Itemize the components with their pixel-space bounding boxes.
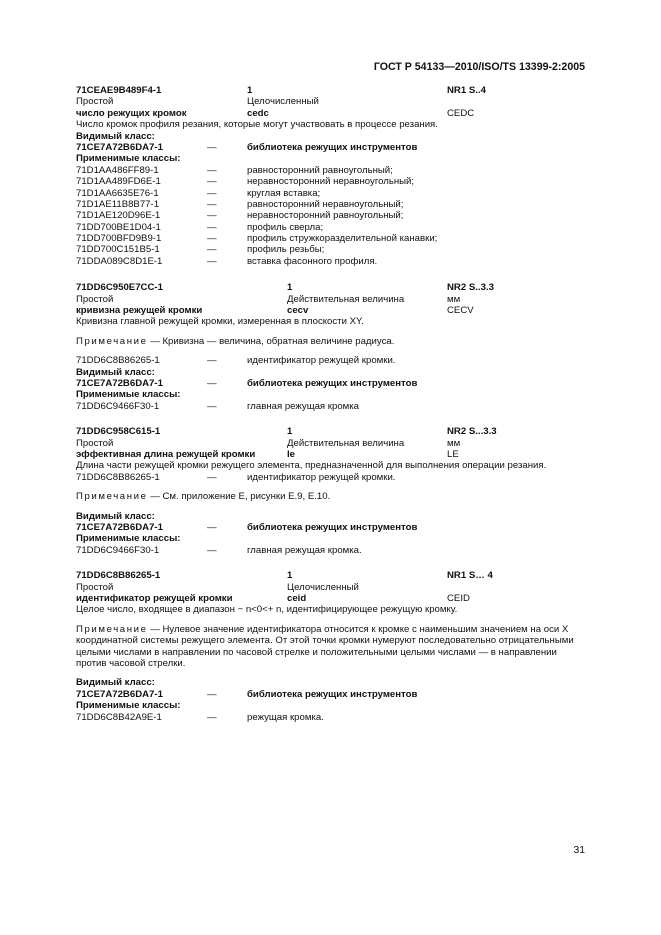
property-id-row — [76, 570, 588, 581]
visible-class-name: библиотека режущих инструментов — [247, 688, 418, 700]
reference-desc: идентификатор режущей кромки. — [247, 355, 396, 367]
dash: — — [207, 355, 217, 367]
cardinality: 1 — [287, 282, 293, 294]
dash: — — [207, 544, 217, 556]
property-name-row — [76, 593, 588, 604]
list-item — [76, 210, 588, 221]
dash: — — [207, 521, 217, 533]
property-id-row — [76, 85, 588, 96]
property-id: 71DD6C958C615-1 — [76, 426, 161, 438]
note-label: Примечание — [76, 491, 148, 503]
reference-id: 71DD6C8B86265-1 — [76, 471, 160, 483]
dash: — — [207, 244, 217, 256]
applicable-id: 71D1AE11B8B77-1 — [76, 198, 160, 210]
property-code: CECV — [447, 305, 474, 317]
property-name: эффективная длина режущей кромки — [76, 448, 256, 460]
dash: — — [207, 141, 217, 153]
visible-class-row — [76, 378, 588, 389]
reference: NR2 S..3.3 — [447, 282, 494, 294]
dash: — — [207, 210, 217, 222]
applicable-id: 71D1AA486FF89-1 — [76, 164, 159, 176]
note-label: Примечание — [76, 623, 148, 635]
list-item — [76, 165, 588, 176]
visible-class-row — [76, 522, 588, 533]
applicable-id: 71DD6C9466F30-1 — [76, 400, 160, 412]
type-left: Простой — [76, 293, 114, 305]
list-item — [76, 188, 588, 199]
list-item — [76, 545, 588, 556]
applicable-desc: равносторонний равноугольный; — [247, 164, 393, 176]
list-item — [76, 233, 588, 244]
dash: — — [207, 221, 217, 233]
cardinality: 1 — [287, 570, 293, 582]
applicable-id: 71DD6C9466F30-1 — [76, 544, 160, 556]
reference: NR1 S..4 — [447, 85, 486, 96]
applicable-desc: профиль стружкоразделительной канавки; — [247, 233, 438, 245]
property-id: 71DD6C950E7CC-1 — [76, 282, 163, 294]
applicable-classes-heading: Применимые классы: — [76, 533, 181, 545]
list-item — [76, 222, 588, 233]
property-definition: Длина части режущей кромки режущего элемента, предназначенной для выполнения операции резания. — [76, 460, 547, 472]
applicable-desc: равносторонний неравноугольный; — [247, 198, 404, 210]
visible-class-id: 71CE7A72B6DA7-1 — [76, 688, 163, 700]
type-right: Целочисленный — [247, 96, 319, 108]
applicable-desc: профиль резьбы; — [247, 244, 325, 256]
property-name: число режущих кромок — [76, 107, 187, 119]
applicable-id: 71DDA089C8D1E-1 — [76, 255, 163, 267]
applicable-id: 71DD700BFD9B9-1 — [76, 233, 162, 245]
visible-class-heading: Видимый класс: — [76, 510, 155, 522]
dash: — — [207, 688, 217, 700]
property-type-row — [76, 96, 588, 107]
dash: — — [207, 400, 217, 412]
property-short-name: cecv — [287, 305, 309, 317]
list-item — [76, 712, 588, 723]
type-left: Простой — [76, 437, 114, 449]
list-item — [76, 199, 588, 210]
applicable-desc: профиль сверла; — [247, 221, 324, 233]
visible-class-heading: Видимый класс: — [76, 130, 155, 142]
property-block-ceid — [76, 570, 588, 723]
type-right: Действительная величина — [287, 293, 405, 305]
reference-desc: идентификатор режущей кромки. — [247, 471, 396, 483]
property-name-row — [76, 305, 588, 316]
reference-id: 71DD6C8B86265-1 — [76, 355, 160, 367]
property-block-cecv — [76, 282, 588, 412]
property-name: кривизна режущей кромки — [76, 305, 203, 317]
dash: — — [207, 164, 217, 176]
unit: мм — [447, 437, 461, 449]
applicable-id: 71D1AA6635E76-1 — [76, 187, 159, 199]
applicable-id: 71DD700BE1D04-1 — [76, 221, 161, 233]
applicable-desc: неравносторонний равноугольный; — [247, 210, 404, 222]
unit: мм — [447, 293, 461, 305]
applicable-classes-heading: Применимые классы: — [76, 700, 181, 712]
type-left: Простой — [76, 581, 114, 593]
property-code: CEID — [447, 592, 470, 604]
visible-class-id: 71CE7A72B6DA7-1 — [76, 378, 163, 390]
applicable-desc: главная режущая кромка — [247, 400, 359, 412]
property-name-row — [76, 108, 588, 119]
reference: NR2 S...3.3 — [447, 426, 497, 438]
property-id-row — [76, 282, 588, 293]
visible-class-id: 71CE7A72B6DA7-1 — [76, 141, 163, 153]
list-item — [76, 176, 588, 187]
property-short-name: cedc — [247, 107, 269, 119]
property-block-le — [76, 426, 588, 556]
applicable-desc: главная режущая кромка. — [247, 544, 362, 556]
page-number: 31 — [573, 845, 585, 856]
note: Примечание — См. приложение E, рисунки E.9, E.10. — [76, 491, 331, 503]
visible-class-name: библиотека режущих инструментов — [247, 521, 418, 533]
list-item — [76, 256, 588, 267]
dash: — — [207, 198, 217, 210]
property-definition: Кривизна главной режущей кромки, измеренная в плоскости XY. — [76, 316, 364, 328]
note: Примечание — Кривизна — величина, обратная величине радиуса. — [76, 335, 395, 347]
property-id: 71CEAE9B489F4-1 — [76, 85, 162, 96]
applicable-id: 71D1AA489FD6E-1 — [76, 176, 161, 188]
applicable-desc: вставка фасонного профиля. — [247, 255, 378, 267]
note-text: Кривизна — величина, обратная величине радиуса. — [162, 335, 395, 347]
dash: — — [207, 255, 217, 267]
property-type-row — [76, 294, 588, 305]
cardinality: 1 — [247, 85, 253, 96]
applicable-id: 71DD700C151B5-1 — [76, 244, 160, 256]
reference-row — [76, 355, 588, 366]
visible-class-name: библиотека режущих инструментов — [247, 141, 418, 153]
applicable-id: 71DD6C8B42A9E-1 — [76, 711, 162, 723]
type-right: Действительная величина — [287, 437, 405, 449]
document-body — [76, 85, 588, 723]
property-type-row — [76, 438, 588, 449]
type-right: Целочисленный — [287, 581, 359, 593]
property-short-name: le — [287, 448, 296, 460]
applicable-classes-heading: Применимые классы: — [76, 389, 181, 401]
property-definition: Число кромок профиля резания, которые могут участвовать в процессе резания. — [76, 119, 438, 131]
page-header: ГОСТ Р 54133—2010/ISO/TS 13399-2:2005 — [373, 61, 585, 73]
property-name-row — [76, 449, 588, 460]
type-left: Простой — [76, 96, 114, 108]
property-short-name: ceid — [287, 592, 307, 604]
dash: — — [207, 187, 217, 199]
property-block-cedc — [76, 85, 588, 267]
visible-class-name: библиотека режущих инструментов — [247, 378, 418, 390]
applicable-desc: круглая вставка; — [247, 187, 321, 199]
list-item — [76, 401, 588, 412]
dash: — — [207, 176, 217, 188]
visible-class-id: 71CE7A72B6DA7-1 — [76, 521, 163, 533]
note-text: Нулевое значение идентификатора относится к кромке с наименьшим значением на оси X координатной системы режущего элемента. От этой точки кромки нумеруют последовательно отрицательными целыми числами в направлении по часовой стрелке и положительными целыми числами — в направлении против часовой стрелки. — [76, 623, 574, 669]
dash: — — [207, 378, 217, 390]
visible-class-heading: Видимый класс: — [76, 366, 155, 378]
property-name: идентификатор режущей кромки — [76, 592, 233, 604]
dash: — — [207, 711, 217, 723]
property-id: 71DD6C8B86265-1 — [76, 570, 161, 582]
list-item — [76, 244, 588, 255]
dash: — — [207, 471, 217, 483]
visible-class-heading: Видимый класс: — [76, 677, 155, 689]
note-text: См. приложение E, рисунки E.9, E.10. — [162, 491, 331, 503]
visible-class-row — [76, 689, 588, 700]
property-type-row — [76, 582, 588, 593]
applicable-desc: режущая кромка. — [247, 711, 324, 723]
reference-row — [76, 472, 588, 483]
cardinality: 1 — [287, 426, 293, 438]
applicable-id: 71D1AE120D96E-1 — [76, 210, 161, 222]
note-label: Примечание — [76, 335, 148, 347]
reference: NR1 S… 4 — [447, 570, 493, 582]
visible-class-row — [76, 142, 588, 153]
dash: — — [207, 233, 217, 245]
applicable-classes-heading: Применимые классы: — [76, 153, 181, 165]
note: Примечание — Нулевое значение идентификатора относится к кромке с наименьшим значением на оси X координатной системы режущего элемента. От этой точки кромки нумеруют последовательно отрицательными целыми числами в направлении по часовой стрелке и положительными целыми числами — в направлении против часовой стрелки. — [76, 623, 574, 669]
property-id-row — [76, 426, 588, 437]
property-definition: Целое число, входящее в диапазон − n<0<+ n, идентифицирующее режущую кромку. — [76, 604, 458, 616]
applicable-desc: неравносторонний неравноугольный; — [247, 176, 415, 188]
property-code: CEDC — [447, 107, 475, 119]
property-code: LE — [447, 448, 459, 460]
